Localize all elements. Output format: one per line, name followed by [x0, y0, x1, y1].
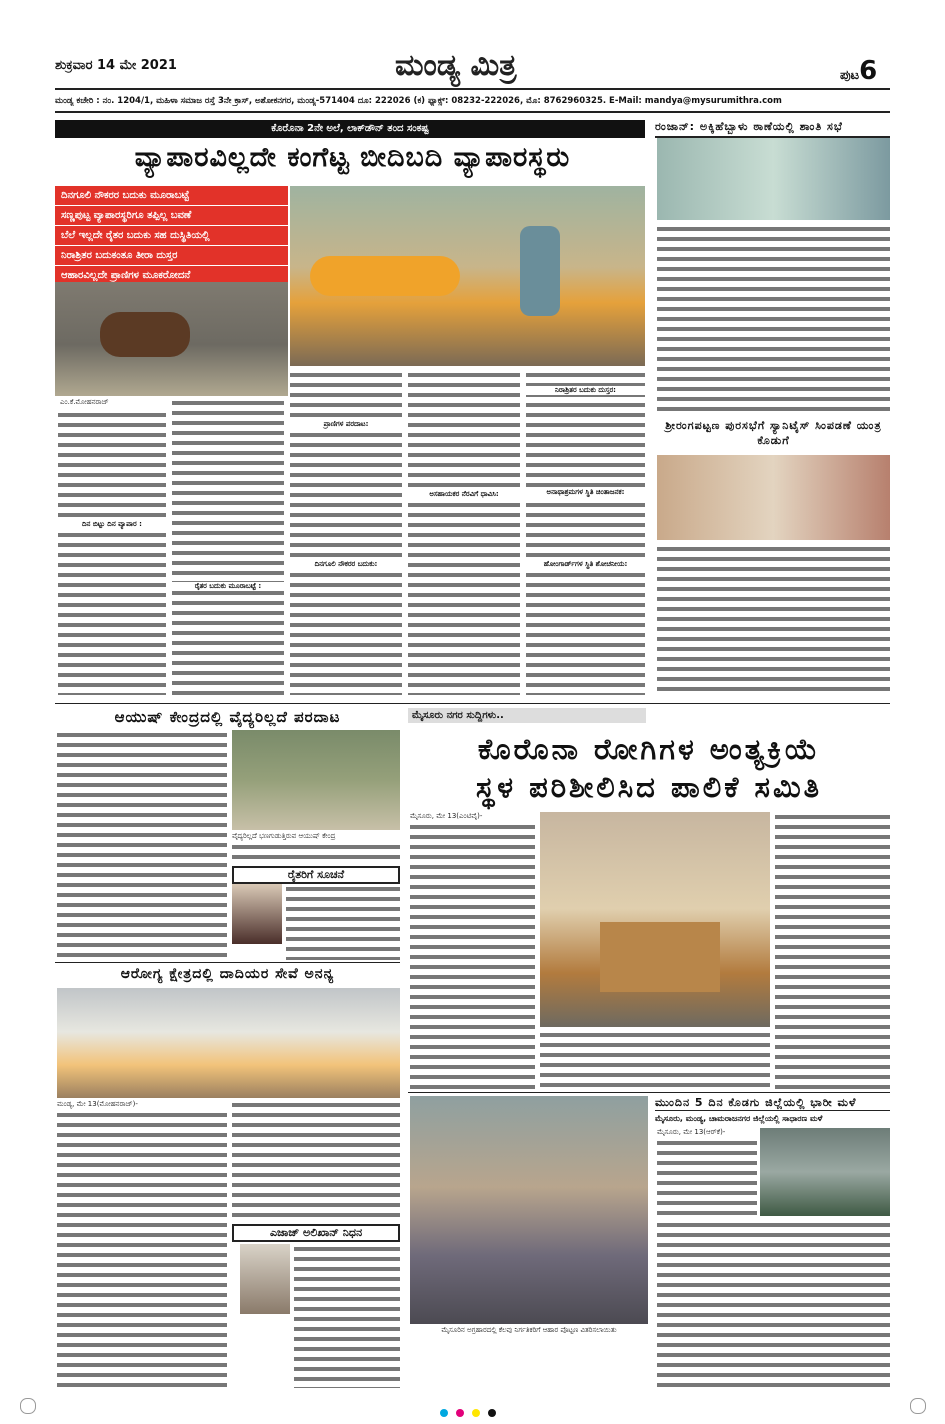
- notice-portrait: [232, 884, 282, 944]
- lead-column-3: [290, 370, 402, 695]
- lead-column-1: [58, 410, 166, 695]
- rain-trees-photo: [760, 1128, 890, 1216]
- cow-figure: [100, 312, 190, 357]
- newspaper-logo: ಮಂಡ್ಯ ಮಿತ್ರ: [395, 48, 517, 83]
- firewood-stack: [600, 922, 720, 992]
- mysuru-headline-2: ಸ್ಥಳ ಪರಿಶೀಲಿಸಿದ ಪಾಲಿಕೆ ಸಮಿತಿ: [475, 770, 823, 804]
- mysuru-column-3: [775, 812, 890, 1090]
- lead-subhead: ನಿರಾಶ್ರಿತರ ಬದುಕು ದುಸ್ತರ:: [526, 386, 645, 395]
- lead-kicker: ಕೊರೊನಾ 2ನೇ ಅಲೆ, ಲಾಕ್‌ಡೌನ್ ತಂದ ಸಂಕಷ್ಟ: [55, 120, 645, 138]
- obituary-body: [294, 1244, 400, 1388]
- issue-date: ಶುಕ್ರವಾರ 14 ಮೇ 2021: [55, 58, 177, 73]
- office-address: ಮಂಡ್ಯ ಕಚೇರಿ : ನಂ. 1204/1, ಮಹಿಳಾ ಸಮಾಜ ರಸ್ತೆ 3ನೇ ಕ್ರಾಸ್, ಅಶೋಕನಗರ, ಮಂಡ್ಯ-571404 ದೂ: 222026 (ಕ) ಫ್ಯಾಕ್ಸ್: 08232-222026, ಮೊ: 8762960325. E-Mail: mandya@mysurumithra.com: [55, 96, 782, 106]
- sanitizer-headline: ಶ್ರೀರಂಗಪಟ್ಟಣ ಪುರಸಭೆಗೆ ಸ್ಯಾನಿಟೈಸ್ ಸಿಂಪಡಣೆ ಯಂತ್ರ ಕೊಡುಗೆ: [665, 419, 882, 447]
- bullet-item: ಆಹಾರವಿಲ್ಲದೇ ಪ್ರಾಣಿಗಳ ಮೂಕರೋದನೆ: [55, 266, 288, 286]
- mysuru-column-1: [410, 822, 535, 1090]
- rain-headline: ಮುಂದಿನ 5 ದಿನ ಕೊಡಗು ಜಿಲ್ಲೆಯಲ್ಲಿ ಭಾರೀ ಮಳೆ: [655, 1096, 890, 1111]
- black-dot: [488, 1409, 496, 1417]
- ranjan-headline: ರಂಜಾನ್: ಅಕ್ಕಿಹೆಬ್ಬಾಳು ಠಾಣೆಯಲ್ಲಿ ಶಾಂತಿ ಸಭೆ: [655, 120, 890, 138]
- masthead-rule-bottom: [55, 111, 890, 113]
- fruit-vendor-photo: [290, 186, 645, 366]
- magenta-dot: [456, 1409, 464, 1417]
- sanitizer-body: [657, 544, 890, 694]
- page-label: ಪುಟ: [840, 68, 860, 83]
- color-bar: [440, 1402, 504, 1421]
- ayush-caption: ವೈದ್ಯರಿಲ್ಲದೆ ಭಣಗುಡುತ್ತಿರುವ ಆಯುಷ್ ಕೇಂದ್ರ: [232, 832, 336, 840]
- mango-pile: [310, 256, 460, 296]
- obituary-headline: ಎಜಾಜ್ ಅಲಿಖಾನ್ ನಿಧನ: [232, 1224, 400, 1242]
- rain-body-1: [657, 1138, 757, 1216]
- rain-body-2: [657, 1220, 890, 1388]
- lead-subhead: ಹೋಂಗಾರ್ಡ್‌ಗಳ ಸ್ಥಿತಿ ಶೋಚನೀಯ:: [526, 560, 645, 569]
- lead-column-2: [172, 398, 284, 695]
- lead-subhead: ದಿನಗೂಲಿ ನೌಕರರ ಬದುಕು:: [290, 560, 402, 569]
- lead-subhead: ರೈತರ ಬದುಕು ಮೂರಾಬಟ್ಟೆ :: [172, 582, 284, 591]
- bullet-item: ದಿನಗೂಲಿ ನೌಕರರ ಬದುಕು ಮೂರಾಬಟ್ಟೆ: [55, 186, 288, 206]
- divider: [408, 1092, 890, 1093]
- page-number-value: 6: [859, 56, 878, 86]
- obituary-portrait: [240, 1244, 290, 1314]
- cremation-site-photo: [540, 812, 770, 1027]
- health-headline: ಆರೋಗ್ಯ ಕ್ಷೇತ್ರದಲ್ಲಿ ದಾದಿಯರ ಸೇವೆ ಅನನ್ಯ: [120, 966, 335, 982]
- vendor-figure: [520, 226, 560, 316]
- lead-bullet-box: [55, 186, 288, 282]
- ayush-headline: ಆಯುಷ್ ಕೇಂದ್ರದಲ್ಲಿ ವೈದ್ಯರಿಲ್ಲದೆ ಪರದಾಟ: [114, 708, 341, 726]
- health-column-1: [57, 1110, 227, 1388]
- ayush-centre-photo: [232, 730, 400, 830]
- lead-subhead: ಅನಾಥಾಶ್ರಮಗಳ ಸ್ಥಿತಿ ಚಿಂತಾಜನಕ:: [526, 488, 645, 497]
- ayush-body-2: [232, 842, 400, 864]
- lead-subhead: ಅಸಹಾಯಕರ ನೆರವಿಗೆ ಧಾವಿಸಿ:: [408, 490, 520, 499]
- nurses-felicitation-photo: [57, 988, 400, 1098]
- bullet-item: ಸಣ್ಣಪುಟ್ಟ ವ್ಯಾಪಾರಸ್ಥರಿಗೂ ತಪ್ಪಿಲ್ಲ ಬವಣೆ: [55, 206, 288, 226]
- peace-meeting-photo: [657, 138, 890, 220]
- registration-mark: [20, 1398, 36, 1414]
- page-number: [840, 56, 877, 86]
- sanitizer-donation-photo: [657, 455, 890, 540]
- bullet-item: ಬೆಲೆ ಇಲ್ಲದೇ ರೈತರ ಬದುಕು ಸಹ ದುಸ್ಥಿತಿಯಲ್ಲಿ: [55, 226, 288, 246]
- cow-photo: [55, 282, 288, 396]
- food-distribution-photo: [410, 1096, 648, 1324]
- health-dateline: ಮಂಡ್ಯ, ಮೇ 13(ಮೋಹನರಾಜ್)-: [57, 1100, 138, 1108]
- cyan-dot: [440, 1409, 448, 1417]
- section-divider: [55, 703, 890, 704]
- masthead-rule-top: [55, 88, 890, 90]
- lead-column-5: [526, 370, 645, 695]
- health-column-2: [232, 1100, 400, 1220]
- rain-subhead: ಮೈಸೂರು, ಮಂಡ್ಯ, ಚಾಮರಾಜನಗರ ಜಿಲ್ಲೆಯಲ್ಲಿ ಸಾಧಾರಣ ಮಳೆ: [655, 1114, 823, 1123]
- lead-column-4: [408, 370, 520, 695]
- lead-byline: ಎಂ.ಕೆ.ಮೋಹನರಾಜ್: [60, 398, 109, 406]
- bullet-item: ನಿರಾಶ್ರಿತರ ಬದುಕಂತೂ ತೀರಾ ದುಸ್ತರ: [55, 246, 288, 266]
- mysuru-column-2: [540, 1030, 770, 1090]
- lead-headline: ವ್ಯಾಪಾರವಿಲ್ಲದೇ ಕಂಗೆಟ್ಟ ಬೀದಿಬದಿ ವ್ಯಾಪಾರಸ್ಥರು: [134, 142, 571, 173]
- rain-dateline: ಮೈಸೂರು, ಮೇ 13(ಆರ್‌ಕೆ)-: [657, 1128, 726, 1136]
- lead-subhead: ದಿನ ಬಿಟ್ಟು ದಿನ ವ್ಯಾಪಾರ :: [58, 520, 166, 529]
- food-caption: ಮೈಸೂರಿನ ಅಗ್ರಹಾರದಲ್ಲಿ ಕೆಲವು ನಿರ್ಗತಿಕರಿಗೆ ಆಹಾರ ಪೊಟ್ಟಣ ವಿತರಿಸಲಾಯಿತು: [441, 1326, 617, 1334]
- ayush-body: [57, 730, 227, 960]
- mysuru-dateline: ಮೈಸೂರು, ಮೇ 13(ಎಂಟಿವೈ)-: [410, 812, 483, 820]
- mysuru-headline-1: ಕೊರೊನಾ ರೋಗಿಗಳ ಅಂತ್ಯಕ್ರಿಯೆ: [477, 732, 821, 766]
- farmers-notice-headline: ರೈತರಿಗೆ ಸೂಚನೆ: [232, 866, 400, 884]
- farmers-notice-body: [286, 884, 400, 960]
- mysuru-section-tag: ಮೈಸೂರು ನಗರ ಸುದ್ದಿಗಳು..: [408, 708, 646, 723]
- registration-mark: [910, 1398, 926, 1414]
- ranjan-body: [657, 224, 890, 414]
- divider: [55, 962, 400, 963]
- yellow-dot: [472, 1409, 480, 1417]
- lead-subhead: ಪ್ರಾಣಿಗಳ ಪರದಾಟ:: [290, 420, 402, 429]
